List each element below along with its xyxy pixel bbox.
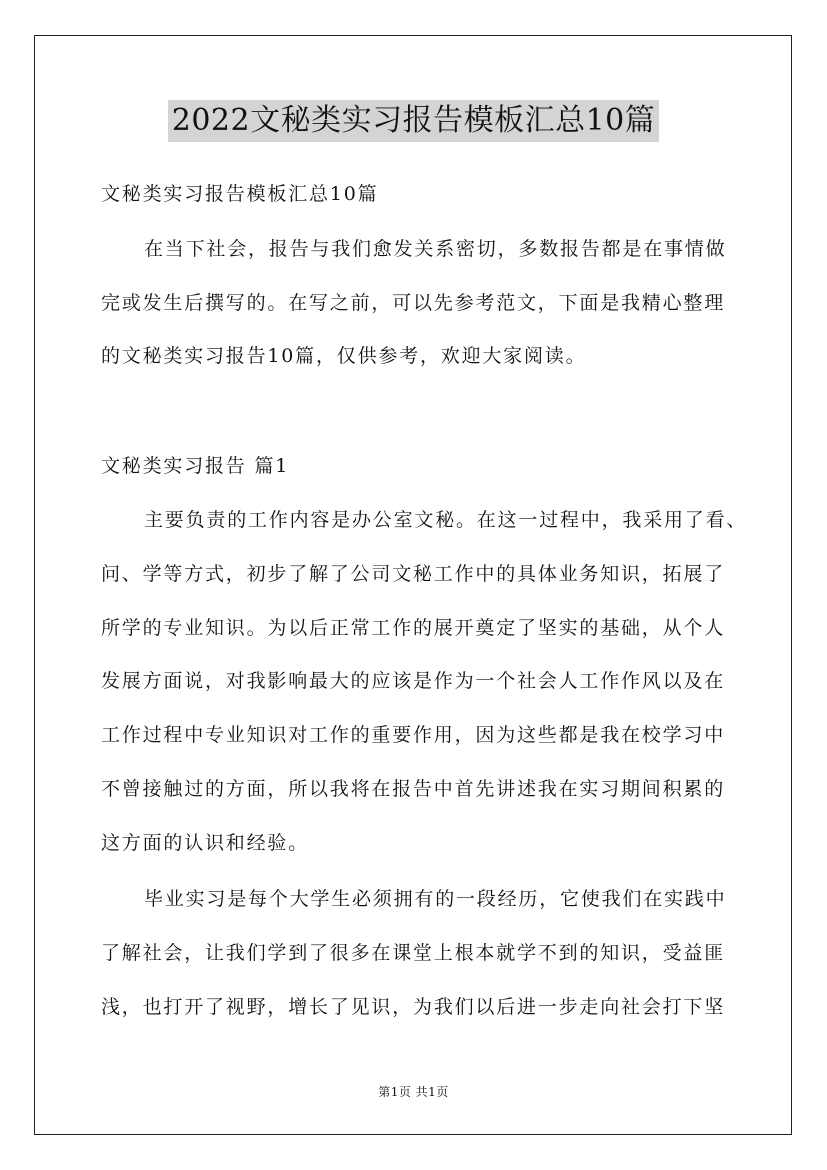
paragraph2-line-2: 了解社会，让我们学到了很多在课堂上根本就学不到的知识，受益匪 <box>101 942 726 964</box>
paragraph2-line-3: 浅，也打开了视野，增长了见识，为我们以后进一步走向社会打下坚 <box>101 996 726 1018</box>
paragraph1-line-4: 发展方面说，对我影响最大的应该是作为一个社会人工作作风以及在 <box>101 670 726 692</box>
section-heading: 文秘类实习报告 篇1 <box>101 455 290 477</box>
paragraph1-line-7: 这方面的认识和经验。 <box>101 832 310 854</box>
intro-line-2: 完或发生后撰写的。在写之前，可以先参考范文，下面是我精心整理 <box>101 292 726 314</box>
paragraph1-line-1: 主要负责的工作内容是办公室文秘。在这一过程中，我采用了看、 <box>144 509 748 531</box>
intro-line-3: 的文秘类实习报告10篇，仅供参考，欢迎大家阅读。 <box>101 345 587 367</box>
document-subtitle: 文秘类实习报告模板汇总10篇 <box>101 183 379 205</box>
page-footer: 第1页 共1页 <box>378 1085 449 1099</box>
paragraph1-line-2: 问、学等方式，初步了解了公司文秘工作中的具体业务知识，拓展了 <box>101 563 726 585</box>
paragraph1-line-3: 所学的专业知识。为以后正常工作的展开奠定了坚实的基础，从个人 <box>101 617 726 639</box>
title-container <box>0 100 827 142</box>
paragraph1-line-6: 不曾接触过的方面，所以我将在报告中首先讲述我在实习期间积累的 <box>101 778 726 800</box>
paragraph1-line-5: 工作过程中专业知识对工作的重要作用，因为这些都是我在校学习中 <box>101 724 726 746</box>
intro-line-1: 在当下社会，报告与我们愈发关系密切，多数报告都是在事情做 <box>144 238 727 260</box>
paragraph2-line-1: 毕业实习是每个大学生必须拥有的一段经历，它使我们在实践中 <box>144 888 727 910</box>
document-title: 2022文秘类实习报告模板汇总10篇 <box>168 100 660 142</box>
